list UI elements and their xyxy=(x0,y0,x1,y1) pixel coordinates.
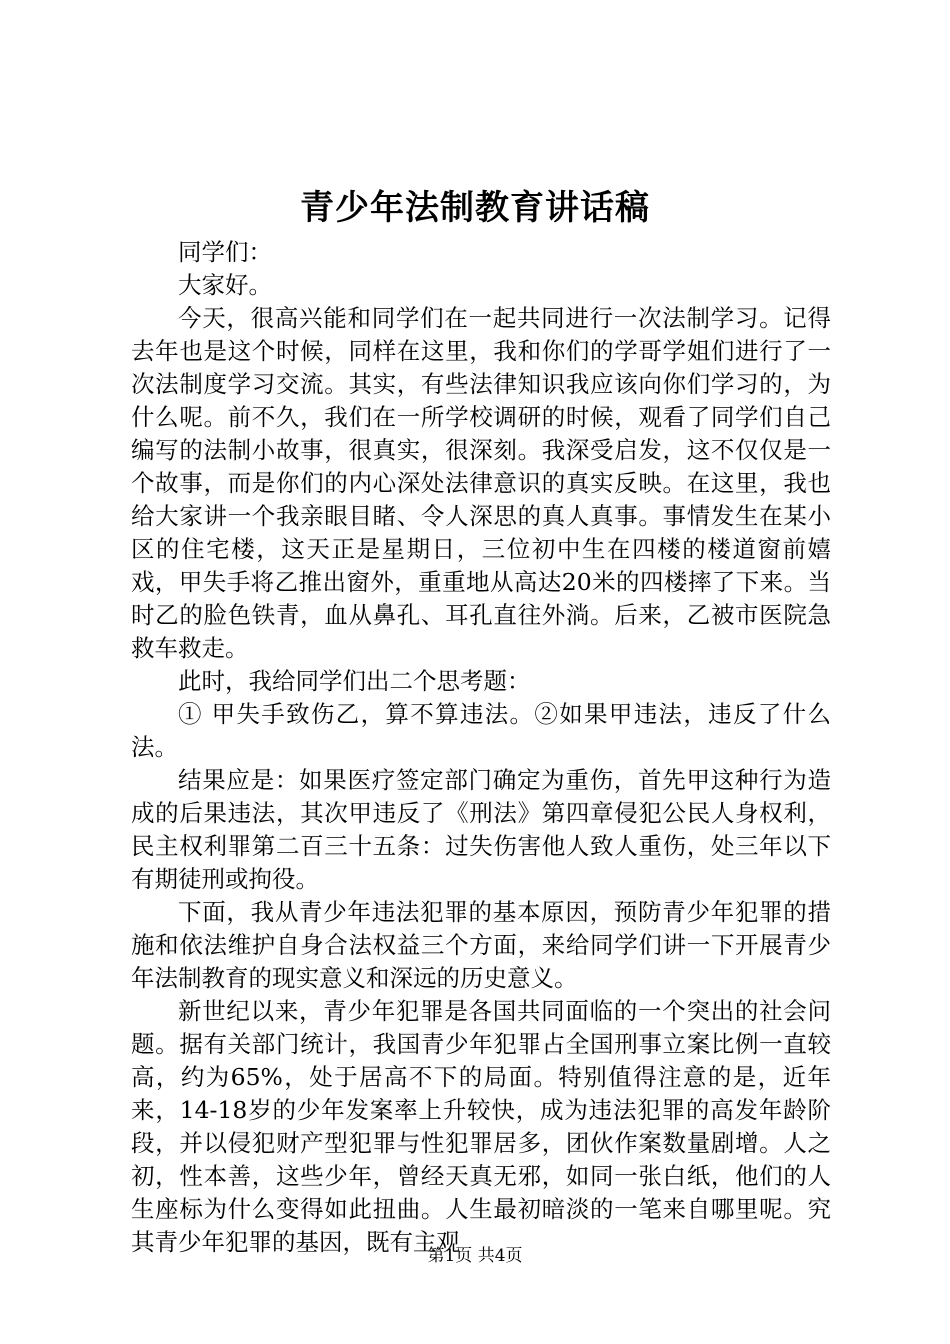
paragraph-story: 今天，很高兴能和同学们在一起共同进行一次法制学习。记得去年也是这个时候，同样在这里，我和你们的学哥学姐们进行了一次法制度学习交流。其实，有些法律知识我应该向你们学习的，为什么呢。前不久，我们在一所学校调研的时候，观看了同学们自己编写的法制小故事，很真实，很深刻。我深受启发，这不仅仅是一个故事，而是你们的内心深处法律意识的真实反映。在这里，我也给大家讲一个我亲眼目睹、令人深思的真人真事。事情发生在某小区的住宅楼，这天正是星期日，三位初中生在四楼的楼道窗前嬉戏，甲失手将乙推出窗外，重重地从高达20米的四楼摔了下来。当时乙的脸色铁青，血从鼻孔、耳孔直往外淌。后来，乙被市医院急救车救走。 xyxy=(131,304,831,662)
document-body xyxy=(131,236,831,1259)
paragraph-greeting: 同学们： xyxy=(178,238,272,266)
document-title: 青少年法制教育讲话稿 xyxy=(300,188,650,228)
paragraph-hello: 大家好。 xyxy=(178,271,272,299)
paragraph-outline: 下面，我从青少年违法犯罪的基本原因，预防青少年犯罪的措施和依法维护自身合法权益三个方面，来给同学们讲一下开展青少年法制教育的现实意义和深远的历史意义。 xyxy=(131,898,831,992)
paragraph-questions: ① 甲失手致伤乙，算不算违法。②如果甲违法，违反了什么法。 xyxy=(131,700,831,761)
page-footer: 第1页 共4页 xyxy=(427,1246,523,1266)
paragraph-statistics: 新世纪以来，青少年犯罪是各国共同面临的一个突出的社会问题。据有关部门统计，我国青少年犯罪占全国刑事立案比例一直较高，约为65%，处于居高不下的局面。特别值得注意的是，近年来，14-18岁的少年发案率上升较快，成为违法犯罪的高发年龄阶段，并以侵犯财产型犯罪与性犯罪居多，团伙作案数量剧增。人之初，性本善，这些少年，曾经天真无邪，如同一张白纸，他们的人生座标为什么变得如此扭曲。人生最初暗淡的一笔来自哪里呢。究其青少年犯罪的基因，既有主观 xyxy=(131,997,831,1256)
paragraph-questions-intro: 此时，我给同学们出二个思考题： xyxy=(178,667,531,695)
paragraph-answer: 结果应是：如果医疗签定部门确定为重伤，首先甲这种行为造成的后果违法，其次甲违反了《刑法》第四章侵犯公民人身权利，民主权利罪第二百三十五条：过失伤害他人致人重伤，处三年以下有期徒刑或拘役。 xyxy=(131,766,831,893)
